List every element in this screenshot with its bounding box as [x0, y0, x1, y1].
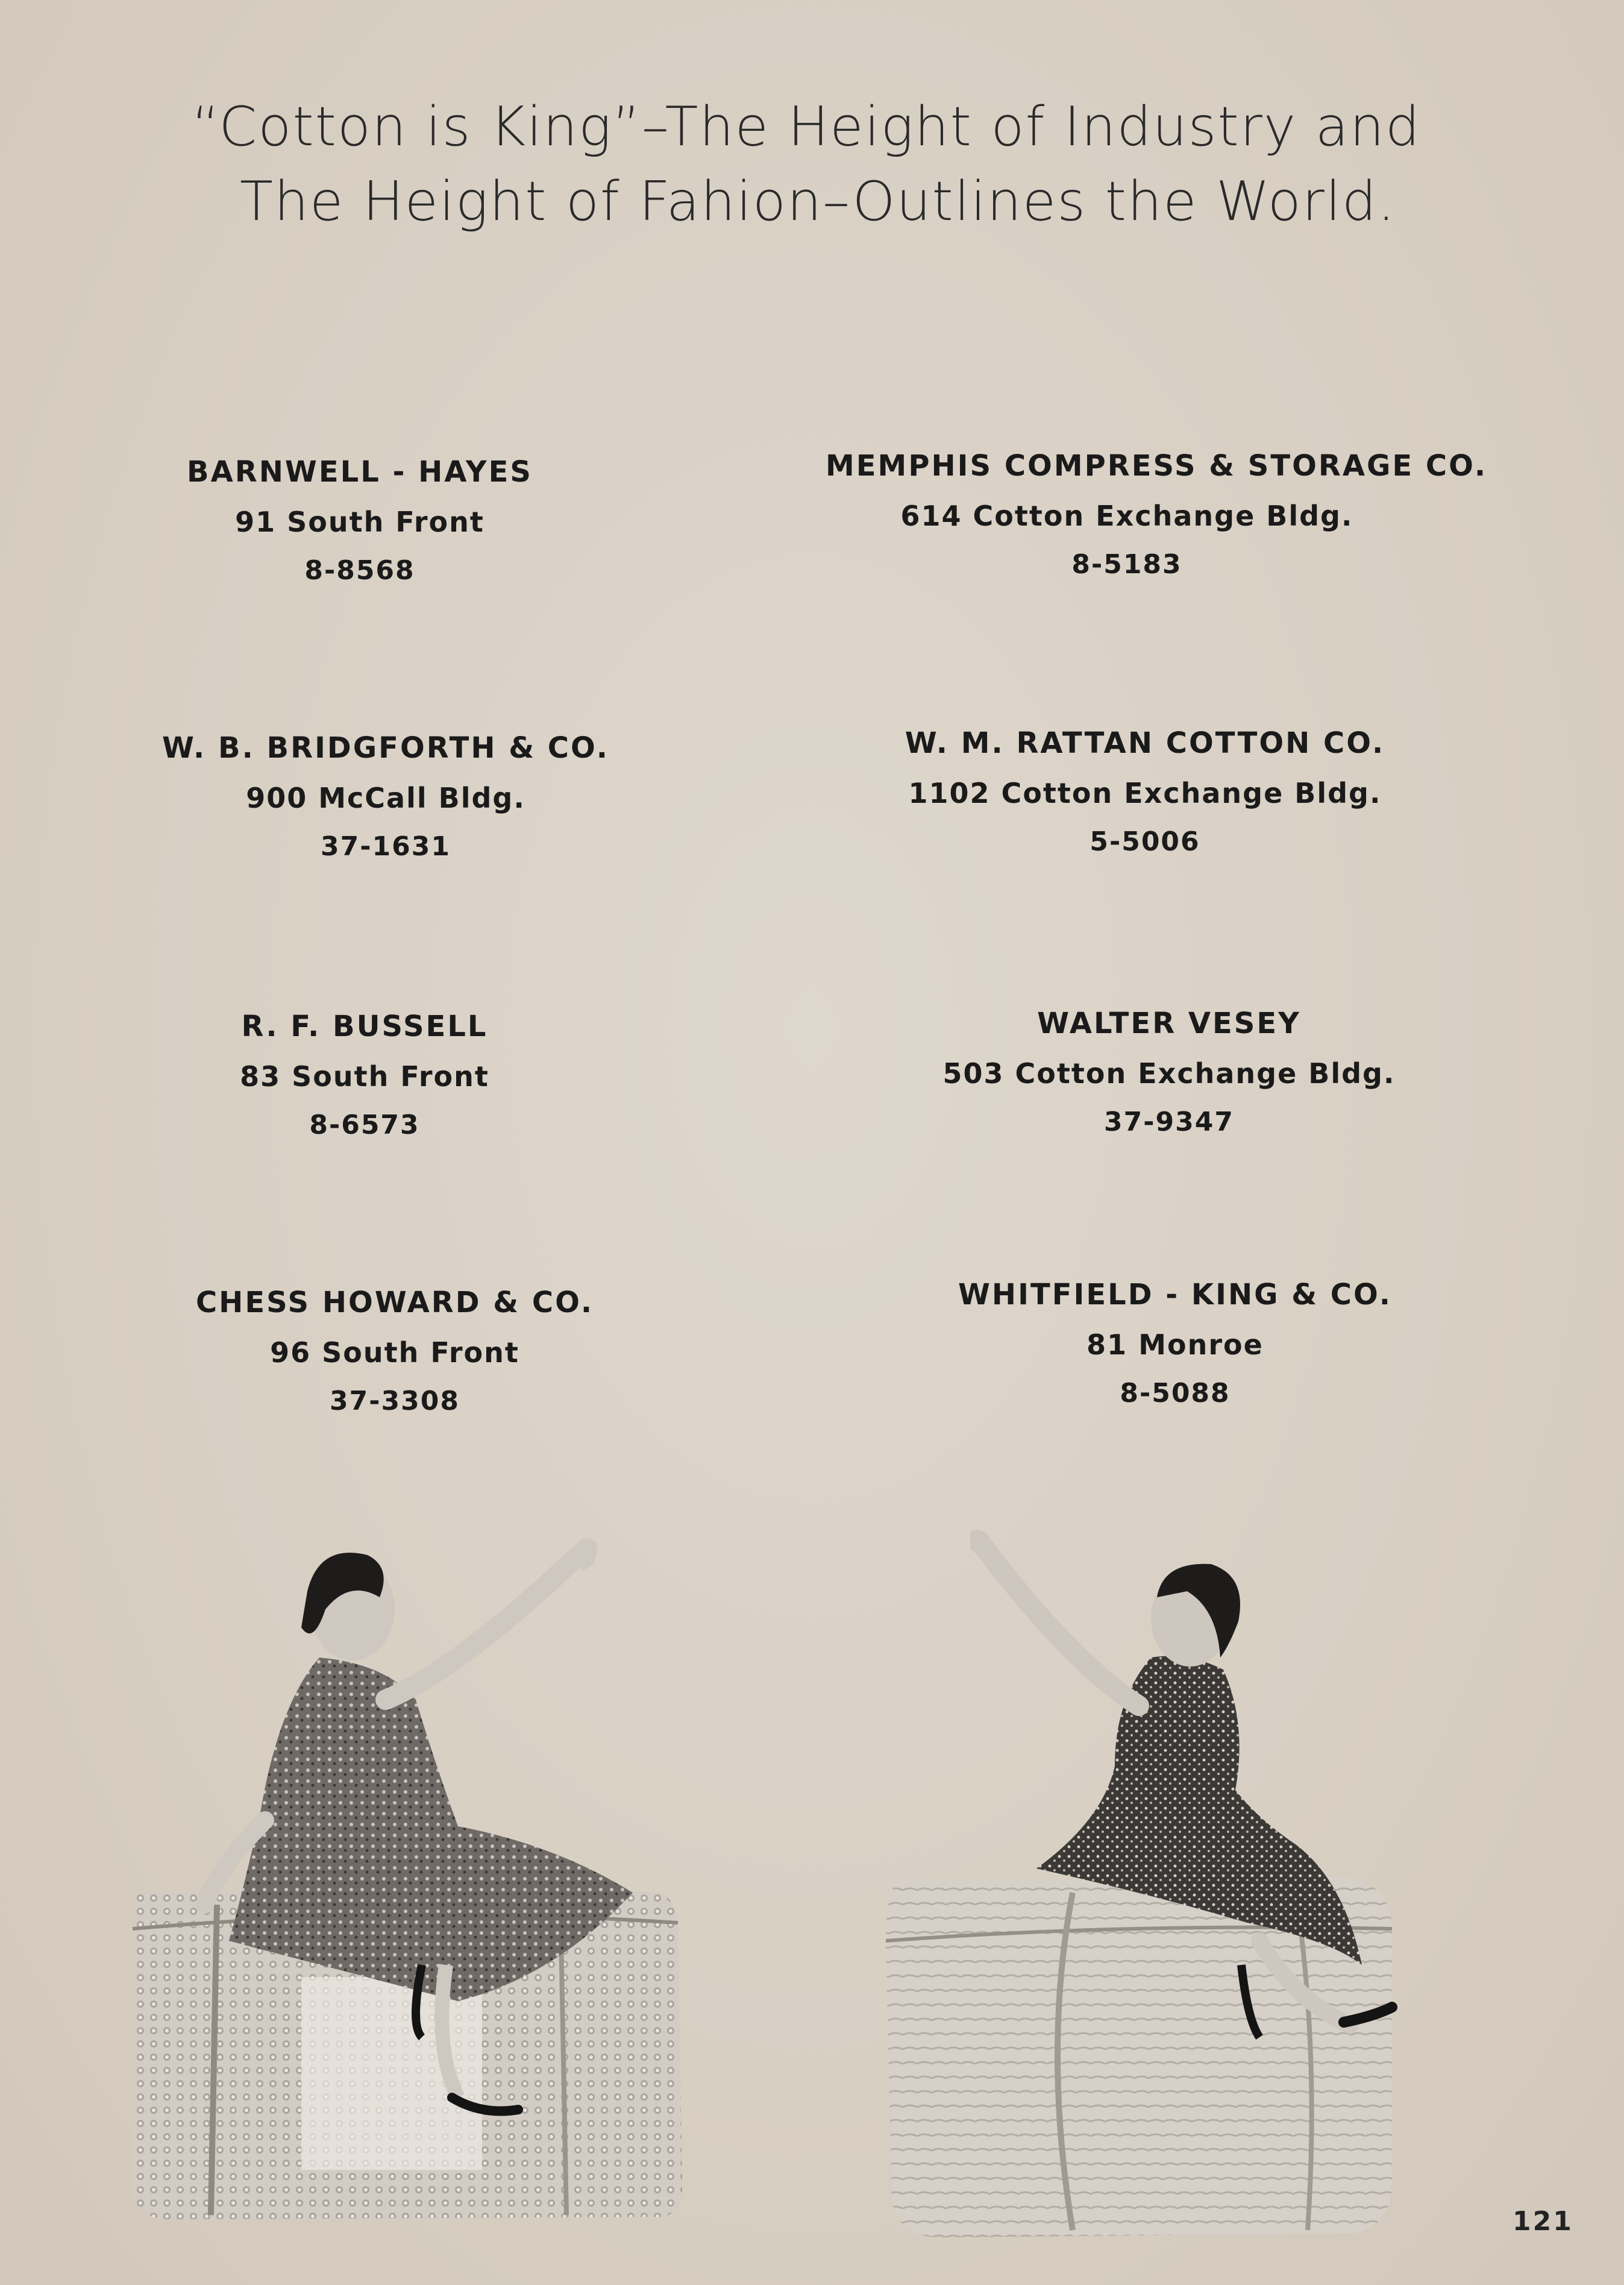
listing-phone: 8-8568 [304, 555, 415, 586]
listing-name: R. F. BUSSELL [241, 1010, 488, 1043]
listing-phone: 8-5183 [1071, 549, 1182, 580]
listing-barnwell-hayes [58, 455, 661, 586]
listing-walter-vesey [868, 1007, 1470, 1137]
listing-phone: 5-5006 [1089, 826, 1200, 857]
listing-memphis-compress [826, 449, 1488, 580]
listing-phone: 37-9347 [1104, 1107, 1234, 1137]
listing-address: 503 Cotton Exchange Bldg. [942, 1057, 1396, 1090]
page-number: 121 [1513, 2206, 1573, 2237]
listing-name: MEMPHIS COMPRESS & STORAGE CO. [826, 449, 1488, 483]
listing-whitfield-king [874, 1278, 1476, 1409]
listing-phone: 8-6573 [309, 1110, 420, 1140]
listing-chess-howard [93, 1286, 696, 1416]
listing-name: WHITFIELD - KING & CO. [958, 1278, 1393, 1312]
listing-name: W. M. RATTAN COTTON CO. [904, 726, 1385, 760]
headline-line-2: The Height of Fahion–Outlines the World. [240, 170, 1396, 233]
listing-phone: 8-5088 [1120, 1378, 1231, 1409]
listing-name: CHESS HOWARD & CO. [195, 1286, 594, 1319]
listing-address: 83 South Front [240, 1060, 489, 1093]
listing-address: 1102 Cotton Exchange Bldg. [908, 777, 1382, 809]
listing-bussell [63, 1010, 666, 1140]
listing-phone: 37-3308 [330, 1386, 460, 1416]
listing-name: WALTER VESEY [1037, 1007, 1301, 1040]
listing-name: BARNWELL - HAYES [187, 455, 533, 489]
listing-address: 96 South Front [270, 1336, 519, 1369]
listing-address: 81 Monroe [1086, 1328, 1264, 1361]
listing-address: 614 Cotton Exchange Bldg. [900, 500, 1353, 532]
listing-rattan-cotton [844, 726, 1446, 857]
photo-woman-on-cotton-bale-right [874, 1507, 1416, 2248]
listing-address: 900 McCall Bldg. [246, 782, 525, 814]
headline-line-1: “Cotton is King”–The Height of Industry and [192, 95, 1422, 159]
listing-bridgforth [84, 731, 687, 862]
photo-woman-on-cotton-bale-left [121, 1507, 699, 2230]
listing-address: 91 South Front [235, 506, 484, 538]
listing-name: W. B. BRIDGFORTH & CO. [162, 731, 609, 765]
listing-phone: 37-1631 [321, 831, 451, 862]
